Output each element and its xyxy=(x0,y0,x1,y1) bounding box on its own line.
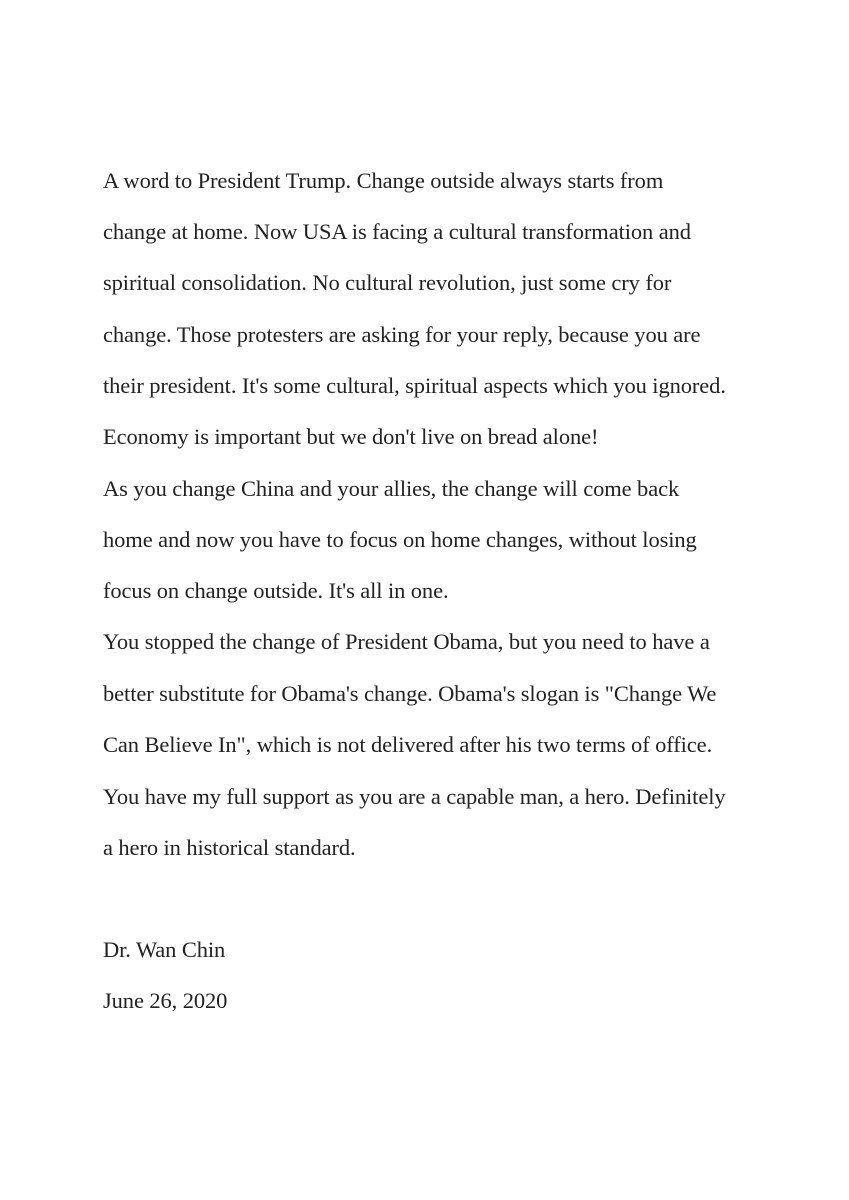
letter-line: better substitute for Obama's change. Obama's slogan is "Change We xyxy=(103,681,717,706)
letter-line: a hero in historical standard. xyxy=(103,835,356,860)
letter-line: spiritual consolidation. No cultural revolution, just some cry for xyxy=(103,270,672,295)
letter-line: home and now you have to focus on home changes, without losing xyxy=(103,527,697,552)
signature-date: June 26, 2020 xyxy=(103,988,228,1013)
letter-line: You have my full support as you are a capable man, a hero. Definitely xyxy=(103,784,726,809)
letter-line: You stopped the change of President Obama, but you need to have a xyxy=(103,629,710,654)
letter-line: A word to President Trump. Change outside always starts from xyxy=(103,168,664,193)
letter-line: their president. It's some cultural, spiritual aspects which you ignored. xyxy=(103,373,726,398)
letter-line: change. Those protesters are asking for your reply, because you are xyxy=(103,322,701,347)
letter-line: Can Believe In", which is not delivered after his two terms of office. xyxy=(103,732,713,757)
letter-line: focus on change outside. It's all in one. xyxy=(103,578,449,603)
letter-line: As you change China and your allies, the change will come back xyxy=(103,476,680,501)
letter-line: Economy is important but we don't live on bread alone! xyxy=(103,424,599,449)
signature-name: Dr. Wan Chin xyxy=(103,937,226,962)
letter-line: change at home. Now USA is facing a cultural transformation and xyxy=(103,219,691,244)
